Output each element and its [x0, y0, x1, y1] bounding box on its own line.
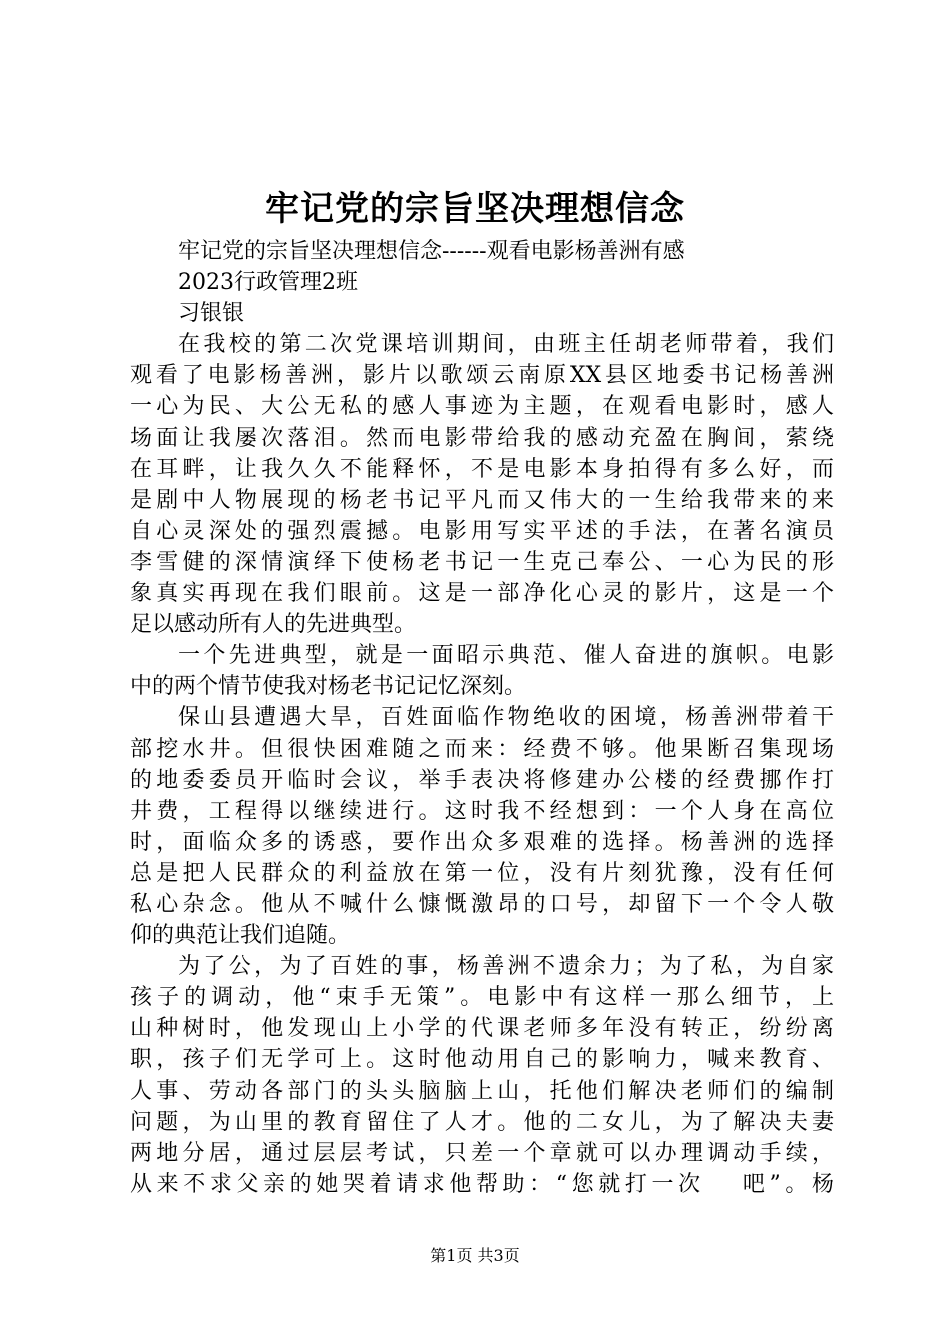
document-body — [130, 236, 834, 1200]
paragraph-line: 两地分居，通过层层考试，只差一个章就可以办理调动手续， — [130, 1140, 834, 1166]
paragraph-line: 人事、劳动各部门的头头脑脑上山，托他们解决老师们的编制 — [130, 1078, 834, 1104]
paragraph-line: 从来不求父亲的她哭着请求他帮助：“您就打一次 吧”。杨 — [130, 1171, 834, 1197]
paragraph-line: 在我校的第二次党课培训期间，由班主任胡老师带着，我们 — [178, 332, 834, 358]
paragraph-line: 总是把人民群众的利益放在第一位，没有片刻犹豫，没有任何 — [130, 860, 834, 886]
document-subtitle: 牢记党的宗旨坚决理想信念------观看电影杨善洲有感 — [178, 239, 685, 264]
paragraph-4 — [130, 951, 834, 1200]
paragraph-line: 时，面临众多的诱惑，要作出众多艰难的选择。杨善洲的选择 — [130, 829, 834, 855]
paragraph-line: 场面让我屡次落泪。然而电影带给我的感动充盈在胸间，萦绕 — [130, 425, 834, 451]
paragraph-line: 是剧中人物展现的杨老书记平凡而又伟大的一生给我带来的来 — [130, 487, 834, 513]
document-title: 牢记党的宗旨坚决理想信念 — [265, 189, 685, 229]
paragraph-line: 井费，工程得以继续进行。这时我不经想到：一个人身在高位 — [130, 798, 834, 824]
class-line: 2023行政管理2班 — [178, 270, 358, 296]
author-name: 习银银 — [178, 301, 245, 327]
page-footer: 第1页 共3页 — [430, 1246, 520, 1265]
paragraph-line: 一个先进典型，就是一面昭示典范、催人奋进的旗帜。电影 — [178, 643, 834, 669]
paragraph-line: 一心为民、大公无私的感人事迹为主题，在观看电影时，感人 — [130, 394, 834, 420]
paragraph-1 — [130, 329, 834, 640]
paragraph-3 — [130, 702, 834, 951]
paragraph-line: 山种树时，他发现山上小学的代课老师多年没有转正，纷纷离 — [130, 1016, 834, 1042]
paragraph-line: 孩子的调动，他“束手无策”。电影中有这样一那么细节，上 — [130, 985, 834, 1011]
paragraph-2 — [130, 640, 834, 702]
paragraph-line: 观看了电影杨善洲，影片以歌颂云南原XX县区地委书记杨善洲 — [130, 363, 834, 389]
paragraph-line: 足以感动所有人的先进典型。 — [130, 612, 417, 638]
paragraph-line: 自心灵深处的强烈震撼。电影用写实平述的手法，在著名演员 — [130, 518, 834, 544]
paragraph-line: 为了公，为了百姓的事，杨善洲不遗余力；为了私，为自家 — [178, 954, 834, 980]
paragraph-line: 象真实再现在我们眼前。这是一部净化心灵的影片，这是一个 — [130, 581, 834, 607]
paragraph-line: 保山县遭遇大旱，百姓面临作物绝收的困境，杨善洲带着干 — [178, 705, 834, 731]
paragraph-line: 私心杂念。他从不喊什么慷慨激昂的口号，却留下一个令人敬 — [130, 891, 834, 917]
paragraph-line: 的地委委员开临时会议，举手表决将修建办公楼的经费挪作打 — [130, 767, 834, 793]
paragraph-line: 问题，为山里的教育留住了人才。他的二女儿，为了解决夫妻 — [130, 1109, 834, 1135]
paragraph-line: 李雪健的深情演绎下使杨老书记一生克己奉公、一心为民的形 — [130, 549, 834, 575]
paragraph-line: 中的两个情节使我对杨老书记记忆深刻。 — [130, 674, 527, 700]
paragraph-line: 职，孩子们无学可上。这时他动用自己的影响力，喊来教育、 — [130, 1047, 834, 1073]
paragraph-line: 部挖水井。但很快困难随之而来：经费不够。他果断召集现场 — [130, 736, 834, 762]
paragraph-line: 仰的典范让我们追随。 — [130, 923, 351, 949]
paragraph-line: 在耳畔，让我久久不能释怀，不是电影本身拍得有多么好，而 — [130, 456, 834, 482]
